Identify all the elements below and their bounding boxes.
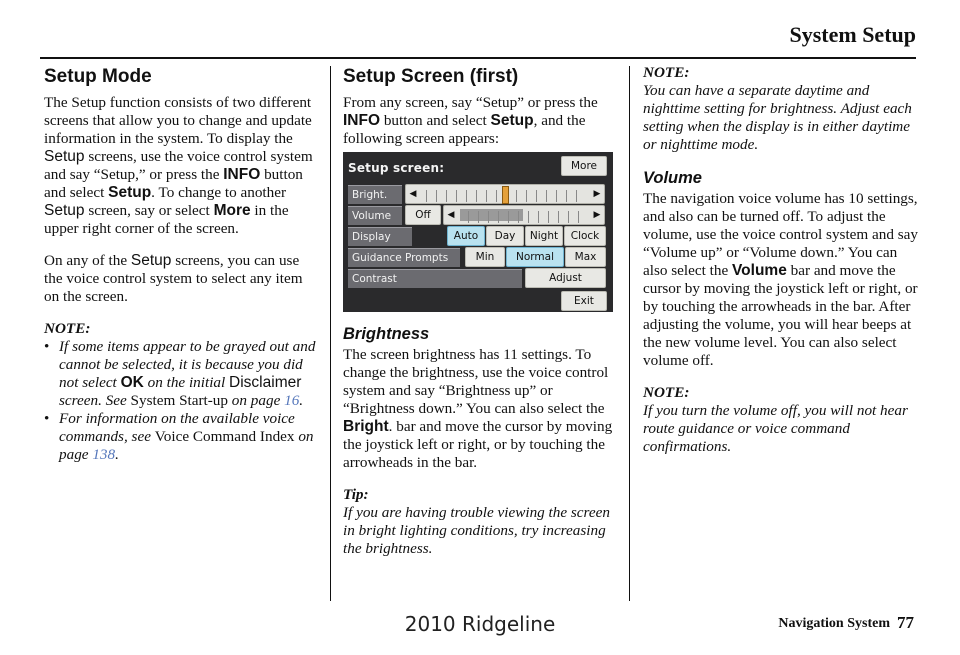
row-label-contrast: Contrast [348, 269, 522, 288]
display-night-button[interactable]: Night [525, 226, 563, 246]
sub-heading: Brightness [343, 325, 430, 343]
guidance-max-button[interactable]: Max [565, 247, 606, 267]
paragraph: On any of the Setup screens, you can use the voice control system to select any item on the screen. [44, 252, 303, 305]
paragraph: The screen brightness has 11 settings. To change the brightness, use the voice control system and say “Brightness up” or “Brightness down.” You can also select the Bright. bar and move the cursor by moving the joystick left or right, or by touching the arrowheads in the bar. [343, 346, 613, 471]
more-button[interactable]: More [561, 156, 607, 176]
column-divider [330, 66, 331, 601]
contrast-adjust-button[interactable]: Adjust [525, 268, 606, 288]
note-list [44, 338, 316, 464]
page-link[interactable]: 138 [92, 446, 116, 463]
note-text: If you turn the volume off, you will not hear route guidance or voice command confirmations. [643, 402, 908, 455]
list-item: • If some items appear to be grayed out and cannot be selected, it is because you did not select OK on the initial Disclaimer screen. See System Start-up on page 16. [44, 338, 316, 410]
paragraph: From any screen, say “Setup” or press the INFO button and select Setup, and the following screen appears: [343, 94, 598, 147]
cross-ref-link[interactable]: Voice Command Index [154, 428, 295, 445]
column-setup-screen [343, 66, 618, 572]
row-label-guidance-prompts: Guidance Prompts [348, 248, 460, 267]
display-auto-button[interactable]: Auto [447, 226, 485, 246]
list-item: • For information on the available voice commands, see Voice Command Index on page 138. [44, 410, 316, 464]
page-link[interactable]: 16 [284, 392, 300, 409]
column-volume [643, 64, 919, 470]
note-text: You can have a separate daytime and nighttime setting for brightness. Adjust each setting when the display is in either daytime or nighttime mode. [643, 82, 912, 153]
column-divider [629, 66, 630, 601]
watermark: 2010 Ridgeline [404, 612, 556, 636]
row-label-volume: Volume [348, 206, 402, 225]
volume-bar[interactable] [443, 205, 605, 225]
footer-section: Navigation System [778, 616, 890, 631]
guidance-min-button[interactable]: Min [465, 247, 505, 267]
column-setup-mode [44, 66, 316, 464]
note-label: NOTE: [44, 320, 91, 337]
brightness-cursor[interactable] [502, 186, 509, 204]
arrow-right-icon[interactable]: ▶ [593, 189, 601, 199]
brightness-bar[interactable] [405, 184, 605, 204]
volume-off-button[interactable]: Off [405, 205, 441, 225]
guidance-normal-button[interactable]: Normal [506, 247, 564, 267]
sub-heading: Volume [643, 169, 702, 187]
setup-screen-image [343, 152, 613, 312]
page-header-title: System Setup [789, 22, 916, 47]
note-label: NOTE: [643, 64, 690, 81]
section-heading: Setup Mode [44, 66, 152, 87]
exit-button[interactable]: Exit [561, 291, 607, 311]
note-label: NOTE: [643, 384, 690, 401]
screen-title: Setup screen: [348, 161, 445, 175]
arrow-left-icon[interactable]: ◀ [447, 210, 455, 220]
row-label-display: Display [348, 227, 412, 246]
header-rule [40, 57, 916, 59]
arrow-right-icon[interactable]: ▶ [593, 210, 601, 220]
paragraph: The navigation voice volume has 10 settings, and also can be turned off. To adjust the volume, use the voice control system and say “Volume up” or “Volume down.” You can also select the Volume bar and move the cursor by moving the joystick left or right, or by touching the arrowheads in the bar. After adjusting the volume, you will hear beeps at the new volume level. You can also select volume off. [643, 190, 918, 369]
display-clock-button[interactable]: Clock [564, 226, 606, 246]
volume-ticks [468, 209, 588, 221]
arrow-left-icon[interactable]: ◀ [409, 189, 417, 199]
tip-text: If you are having trouble viewing the screen in bright lighting conditions, try increasing the brightness. [343, 504, 610, 557]
row-label-brightness: Bright. [348, 185, 402, 204]
paragraph: The Setup function consists of two different screens that allow you to change and update information in the system. To display the Setup screens, use the voice control system and say “Setup,” or press the INFO button and select Setup. To change to another Setup screen, say or select More in the upper right corner of the screen. [44, 94, 313, 237]
tip-label: Tip: [343, 486, 369, 503]
page-number: 77 [897, 613, 914, 632]
cross-ref-link[interactable]: System Start-up [130, 392, 228, 409]
display-day-button[interactable]: Day [486, 226, 524, 246]
section-heading: Setup Screen (first) [343, 66, 519, 87]
